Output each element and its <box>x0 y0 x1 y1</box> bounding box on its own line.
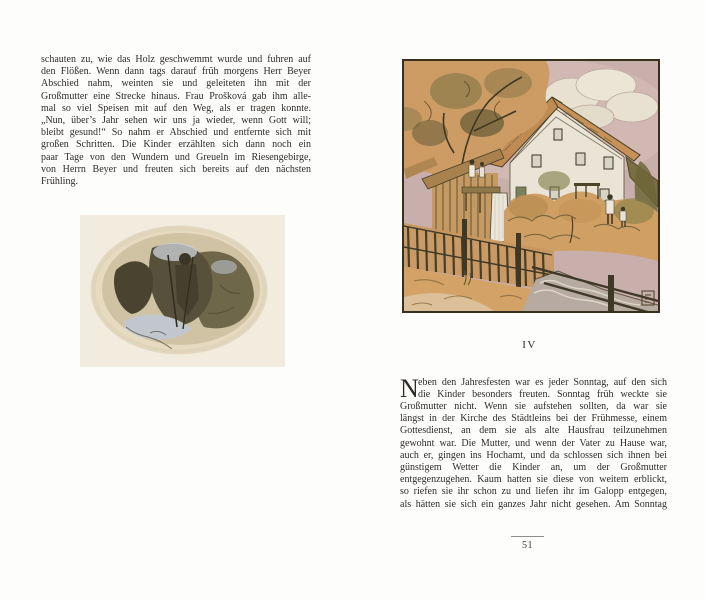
text-line: den Flößen. Wenn dann tags darauf früh morgens Herr Beyer <box>41 66 311 78</box>
text-line: mal so viel Speisen mit auf den Weg, als er tragen konnte. <box>41 102 311 114</box>
text-line: Gottesdienst, an dem sie als alte Hausfrau teilzunehmen <box>400 425 667 437</box>
text-line: gewohnt war. Die Mutter, und wenn der Vater zu Hause war, <box>400 437 667 449</box>
text-line: eben den Jahresfesten war es jeder Sonntag, auf den sich <box>418 377 667 388</box>
text-line: Großmutter nicht. Wenn sie aufstehen sollten, da war sie <box>400 401 667 412</box>
right-paragraph <box>400 401 667 511</box>
oval-vignette-illustration <box>80 215 285 367</box>
drop-cap: N <box>400 374 419 403</box>
mill-house-painting <box>402 59 660 313</box>
text-line: so riefen sie ihr schon zu und liefen ihr im Galopp entgegen, <box>400 486 667 498</box>
text-line: großen Schritten. Die Kinder erzählten sich dann noch ein <box>41 139 311 151</box>
footer-rule <box>511 536 544 537</box>
text-line: Frühling. <box>41 175 78 187</box>
text-line: bleibt gesund!“ So nahm er Abschied und entfernte sich mit <box>41 127 311 139</box>
right-paragraph-dropcap-lines <box>418 377 667 401</box>
text-line: von Herrn Beyer und freuten sich bereits auf den nächsten <box>41 163 311 175</box>
oval-vignette-svg <box>80 215 285 367</box>
text-line: schauten zu, wie das Holz geschwemmt wurde und fuhren auf <box>41 54 311 65</box>
text-line: die Kinder besonders freuten. Sonntag früh weckte sie <box>418 389 667 401</box>
text-line: „Nun, über’s Jahr sehen wir uns ja wieder, wenn Gott will; <box>41 114 311 126</box>
text-line: entgegenzugehen. Kaum hatten sie diese von weitem erblickt, <box>400 474 667 486</box>
text-line: längst in der Kirche des Städtleins bei der Frühmesse, einem <box>400 413 667 425</box>
text-line: Abschied nahm, weinten sie und geleiteten ihn mit der <box>41 78 311 90</box>
text-line: als hätten sie sich ein ganzes Jahr nicht gesehen. Am Sonntag <box>400 498 667 510</box>
page-number: 51 <box>522 540 533 551</box>
left-paragraph <box>41 54 311 188</box>
text-line: günstigem Wetter die Kinder an, um der Großmutter <box>400 461 667 473</box>
text-line: Großmutter eine Strecke hinaus. Frau Prošková gab ihm alle- <box>41 90 311 102</box>
chapter-heading: IV <box>522 339 537 351</box>
text-line: auch er, gingen ins Hochamt, und da schlossen sich ihnen bei <box>400 449 667 461</box>
mill-house-painting-svg <box>404 61 658 311</box>
text-line: paar Tage von den Wundern und Greueln im Riesengebirge, <box>41 151 311 163</box>
